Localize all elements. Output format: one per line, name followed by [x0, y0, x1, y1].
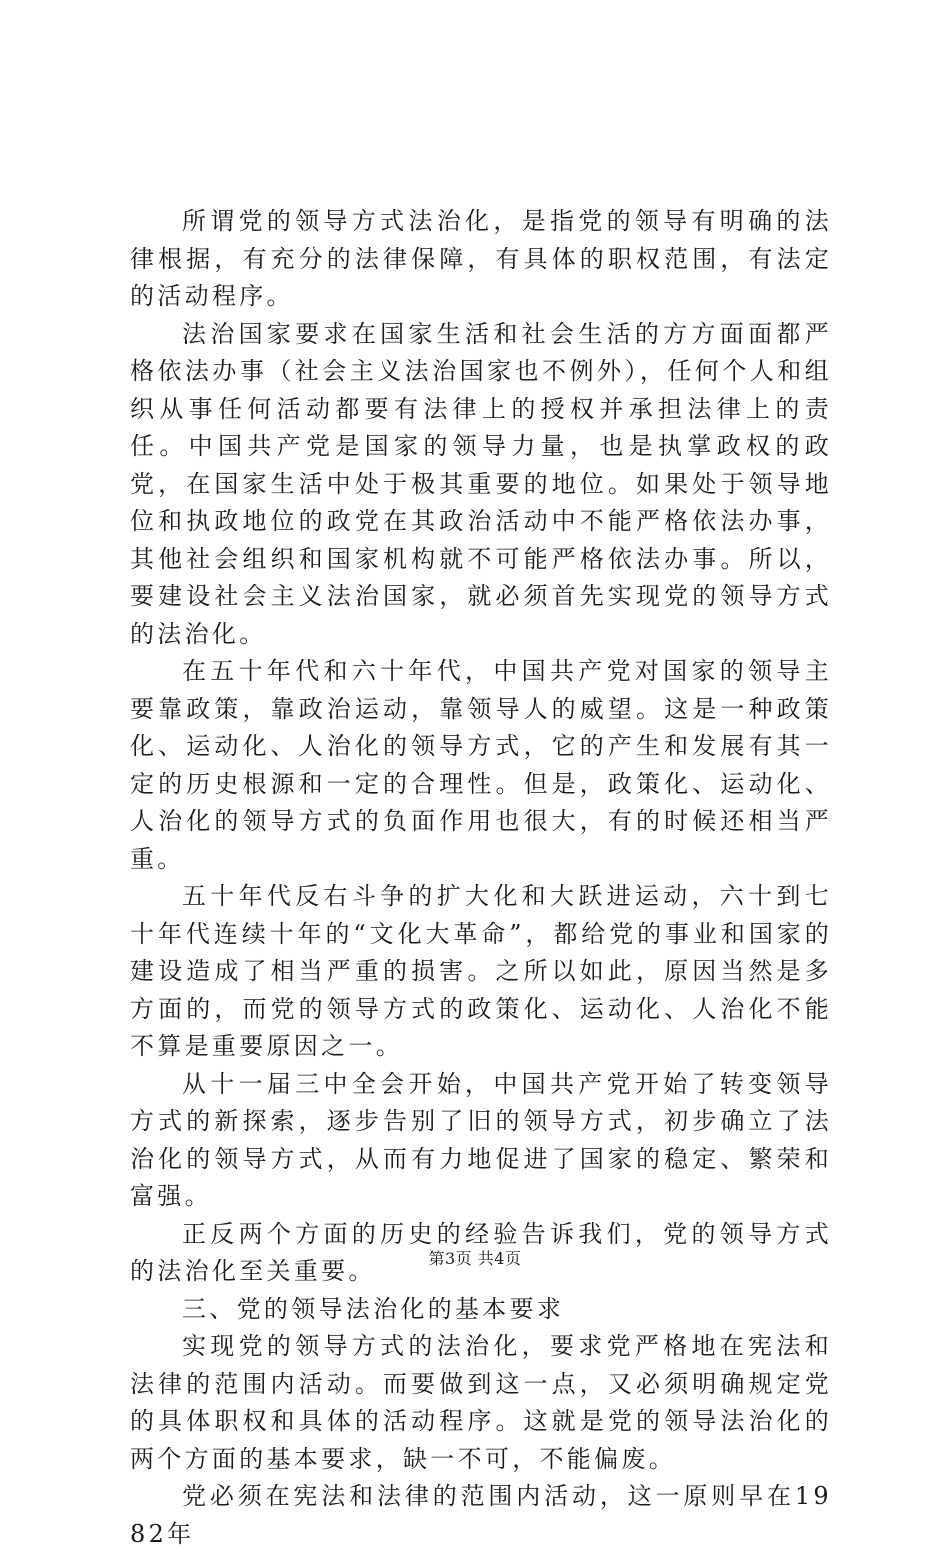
- page-number-footer: 第3页 共4页: [428, 1249, 522, 1268]
- paragraph-definition: 所谓党的领导方式法治化，是指党的领导有明确的法律根据，有充分的法律保障，有具体的职权范围，有法定的活动程序。: [130, 207, 832, 310]
- paragraph-third-plenum: 从十一届三中全会开始，中国共产党开始了转变领导方式的新探索，逐步告别了旧的领导方式，初步确立了法治化的领导方式，从而有力地促进了国家的稳定、繁荣和富强。: [130, 1069, 832, 1210]
- paragraph-historical-damage: 五十年代反右斗争的扩大化和大跃进运动，六十到七十年代连续十年的“文化大革命”，都给党的事业和国家的建设造成了相当严重的损害。之所以如此，原因当然是多方面的，而党的领导方式的政策化、运动化、人治化不能不算是重要原因之一。: [130, 882, 832, 1060]
- section-heading-basic-requirements: 三、党的领导法治化的基本要求: [182, 1294, 565, 1323]
- paragraph-rule-of-law-state: 法治国家要求在国家生活和社会生活的方方面面都严格依法办事（社会主义法治国家也不例外），任何个人和组织从事任何活动都要有法律上的授权并承担法律上的责任。中国共产党是国家的领导力量，也是执掌政权的政党，在国家生活中处于极其重要的地位。如果处于领导地位和执政地位的政党在其政治活动中不能严格依法办事，其他社会组织和国家机构就不可能严格依法办事。所以，要建设社会主义法治国家，就必须首先实现党的领导方式的法治化。: [130, 319, 832, 648]
- paragraph-fifties-sixties: 在五十年代和六十年代，中国共产党对国家的领导主要靠政策，靠政治运动，靠领导人的威望。这是一种政策化、运动化、人治化的领导方式，它的产生和发展有其一定的历史根源和一定的合理性。但是，政策化、运动化、人治化的领导方式的负面作用也很大，有的时候还相当严重。: [130, 657, 832, 873]
- document-body: [130, 203, 832, 1553]
- paragraph-constitution-1982: 党必须在宪法和法律的范围内活动，这一原则早在1982年: [130, 1482, 832, 1548]
- paragraph-historical-lesson: 正反两个方面的历史的经验告诉我们，党的领导方式的法治化至关重要。: [130, 1219, 832, 1285]
- paragraph-requirements: 实现党的领导方式的法治化，要求党严格地在宪法和法律的范围内活动。而要做到这一点，又必须明确规定党的具体职权和具体的活动程序。这就是党的领导法治化的两个方面的基本要求，缺一不可，不能偏废。: [130, 1332, 832, 1473]
